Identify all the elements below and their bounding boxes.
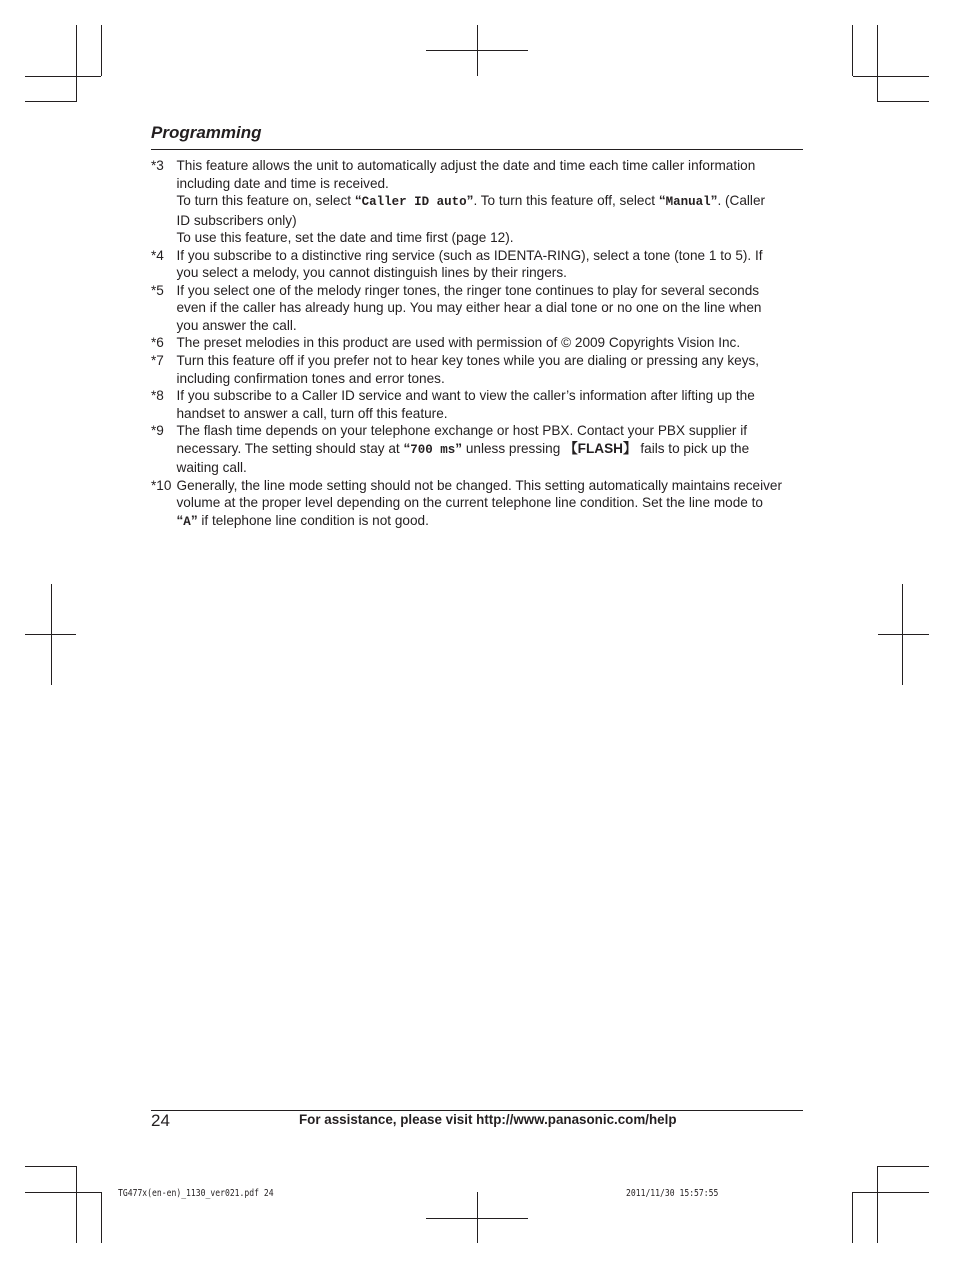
- text-line: [177, 299, 762, 317]
- text-line: [177, 212, 766, 230]
- header-divider: [151, 149, 803, 150]
- footnote-marker: *5: [151, 282, 164, 298]
- text-segment: This feature allows the unit to automatically adjust the date and time each time caller information: [176, 158, 756, 173]
- footnote-item: [151, 282, 811, 335]
- text-segment: “: [658, 193, 666, 209]
- footnote-text: [177, 282, 762, 335]
- footnote-item: [151, 387, 811, 422]
- text-line: [177, 370, 760, 388]
- footnote-text: [177, 334, 741, 352]
- text-line: [177, 459, 750, 477]
- footnote-item: [151, 352, 811, 387]
- text-line: [177, 422, 750, 440]
- text-segment: “: [176, 512, 184, 528]
- print-slug-date: 2011/11/30 15:57:55: [626, 1188, 719, 1199]
- text-segment: ”: [190, 512, 198, 528]
- text-segment: even if the caller has already hung up. You may either hear a dial tone or no one on the line when: [176, 300, 762, 316]
- text-line: [177, 387, 755, 405]
- crop-mark-top-right: [853, 25, 930, 102]
- key-label: 【FLASH】: [564, 440, 637, 456]
- text-segment: handset to answer a call, turn off this feature.: [176, 405, 448, 421]
- text-segment: ”: [710, 193, 718, 209]
- text-segment: To turn this feature on, select: [176, 193, 355, 209]
- footnote-text: [177, 157, 766, 247]
- text-line: [177, 264, 763, 282]
- footnote-text: [177, 477, 783, 532]
- footnote-text: [177, 422, 750, 477]
- footnote-item: [151, 247, 811, 282]
- text-line: [177, 175, 766, 193]
- print-slug-file: TG477x(en-en)_1130_ver021.pdf 24: [118, 1188, 274, 1199]
- display-text: Caller ID auto: [361, 195, 467, 210]
- text-segment: waiting call.: [176, 460, 247, 476]
- text-line: [177, 512, 783, 532]
- footnote-item: [151, 334, 811, 352]
- text-line: [177, 477, 783, 495]
- footnote-marker: *8: [151, 388, 164, 404]
- text-segment: ID subscribers only): [176, 212, 297, 228]
- text-line: [177, 352, 760, 370]
- text-segment: . (Caller: [717, 193, 766, 209]
- text-line: [177, 247, 763, 265]
- register-mark-bottom-center: [426, 1192, 528, 1243]
- text-segment: To use this feature, set the date and time first (page 12).: [176, 230, 514, 246]
- text-segment: including date and time is received.: [176, 175, 389, 191]
- footnote-text: [177, 247, 763, 282]
- text-segment: The flash time depends on your telephone exchange or host PBX. Contact your PBX supplier if: [176, 423, 748, 439]
- crop-mark-bottom-right: [853, 1166, 930, 1243]
- footnote-item: [151, 422, 811, 477]
- text-segment: “: [403, 440, 411, 456]
- page-number: 24: [151, 1111, 170, 1130]
- text-segment: necessary. The setting should stay at: [176, 440, 404, 456]
- footnote-text: [177, 352, 760, 387]
- footnote-marker: *10: [151, 477, 172, 493]
- crop-mark-bottom-left: [25, 1166, 102, 1243]
- text-segment: you answer the call.: [176, 317, 297, 333]
- text-segment: if telephone line condition is not good.: [197, 512, 429, 528]
- text-line: [177, 317, 762, 335]
- text-line: [177, 494, 783, 512]
- text-line: [177, 229, 766, 247]
- footnote-item: [151, 157, 811, 247]
- register-mark-left: [25, 584, 76, 685]
- text-segment: The preset melodies in this product are used with permission of © 2009 Copyrights Vision Inc.: [176, 335, 741, 351]
- text-segment: fails to pick up the: [636, 440, 750, 456]
- text-segment: ”: [455, 440, 463, 456]
- text-segment: including confirmation tones and error tones.: [176, 370, 445, 386]
- text-segment: Generally, the line mode setting should not be changed. This setting automatically maintains receiver: [176, 477, 783, 493]
- text-segment: unless pressing: [462, 440, 565, 456]
- text-segment: If you subscribe to a Caller ID service and want to view the caller’s information after lifting up the: [176, 388, 755, 404]
- text-line: [177, 282, 762, 300]
- display-text: A: [183, 514, 191, 529]
- text-segment: . To turn this feature off, select: [473, 193, 659, 209]
- footnote-marker: *3: [151, 158, 164, 173]
- text-segment: Turn this feature off if you prefer not to hear key tones while you are dialing or pressing any keys,: [176, 353, 760, 369]
- crop-mark-top-left: [25, 25, 102, 102]
- text-line: [177, 157, 766, 175]
- register-mark-right: [878, 584, 929, 685]
- text-segment: ”: [466, 193, 474, 209]
- text-segment: If you select one of the melody ringer tones, the ringer tone continues to play for several seconds: [176, 282, 760, 298]
- help-text: For assistance, please visit http://www.panasonic.com/help: [299, 1112, 677, 1127]
- footer-divider: [151, 1110, 803, 1111]
- text-line: [177, 334, 741, 352]
- text-segment: you select a melody, you cannot distinguish lines by their ringers.: [176, 265, 567, 281]
- footnotes-list: [151, 157, 811, 531]
- footnote-item: [151, 477, 811, 532]
- footnote-text: [177, 387, 755, 422]
- register-mark-top-center: [426, 25, 528, 76]
- text-line: [177, 192, 766, 212]
- footnote-marker: *6: [151, 335, 164, 351]
- text-segment: volume at the proper level depending on the current telephone line condition. Set the line mode to: [176, 495, 763, 511]
- footnote-marker: *9: [151, 423, 164, 439]
- display-text: Manual: [665, 195, 711, 210]
- footnote-marker: *7: [151, 353, 164, 369]
- text-line: [177, 405, 755, 423]
- section-title: Programming: [151, 123, 262, 142]
- footnote-marker: *4: [151, 247, 164, 263]
- text-line: [177, 440, 750, 460]
- text-segment: If you subscribe to a distinctive ring service (such as IDENTA-RING), select a tone (tone 1 to 5). If: [176, 247, 763, 263]
- display-text: 700 ms: [410, 442, 456, 457]
- text-segment: “: [354, 193, 362, 209]
